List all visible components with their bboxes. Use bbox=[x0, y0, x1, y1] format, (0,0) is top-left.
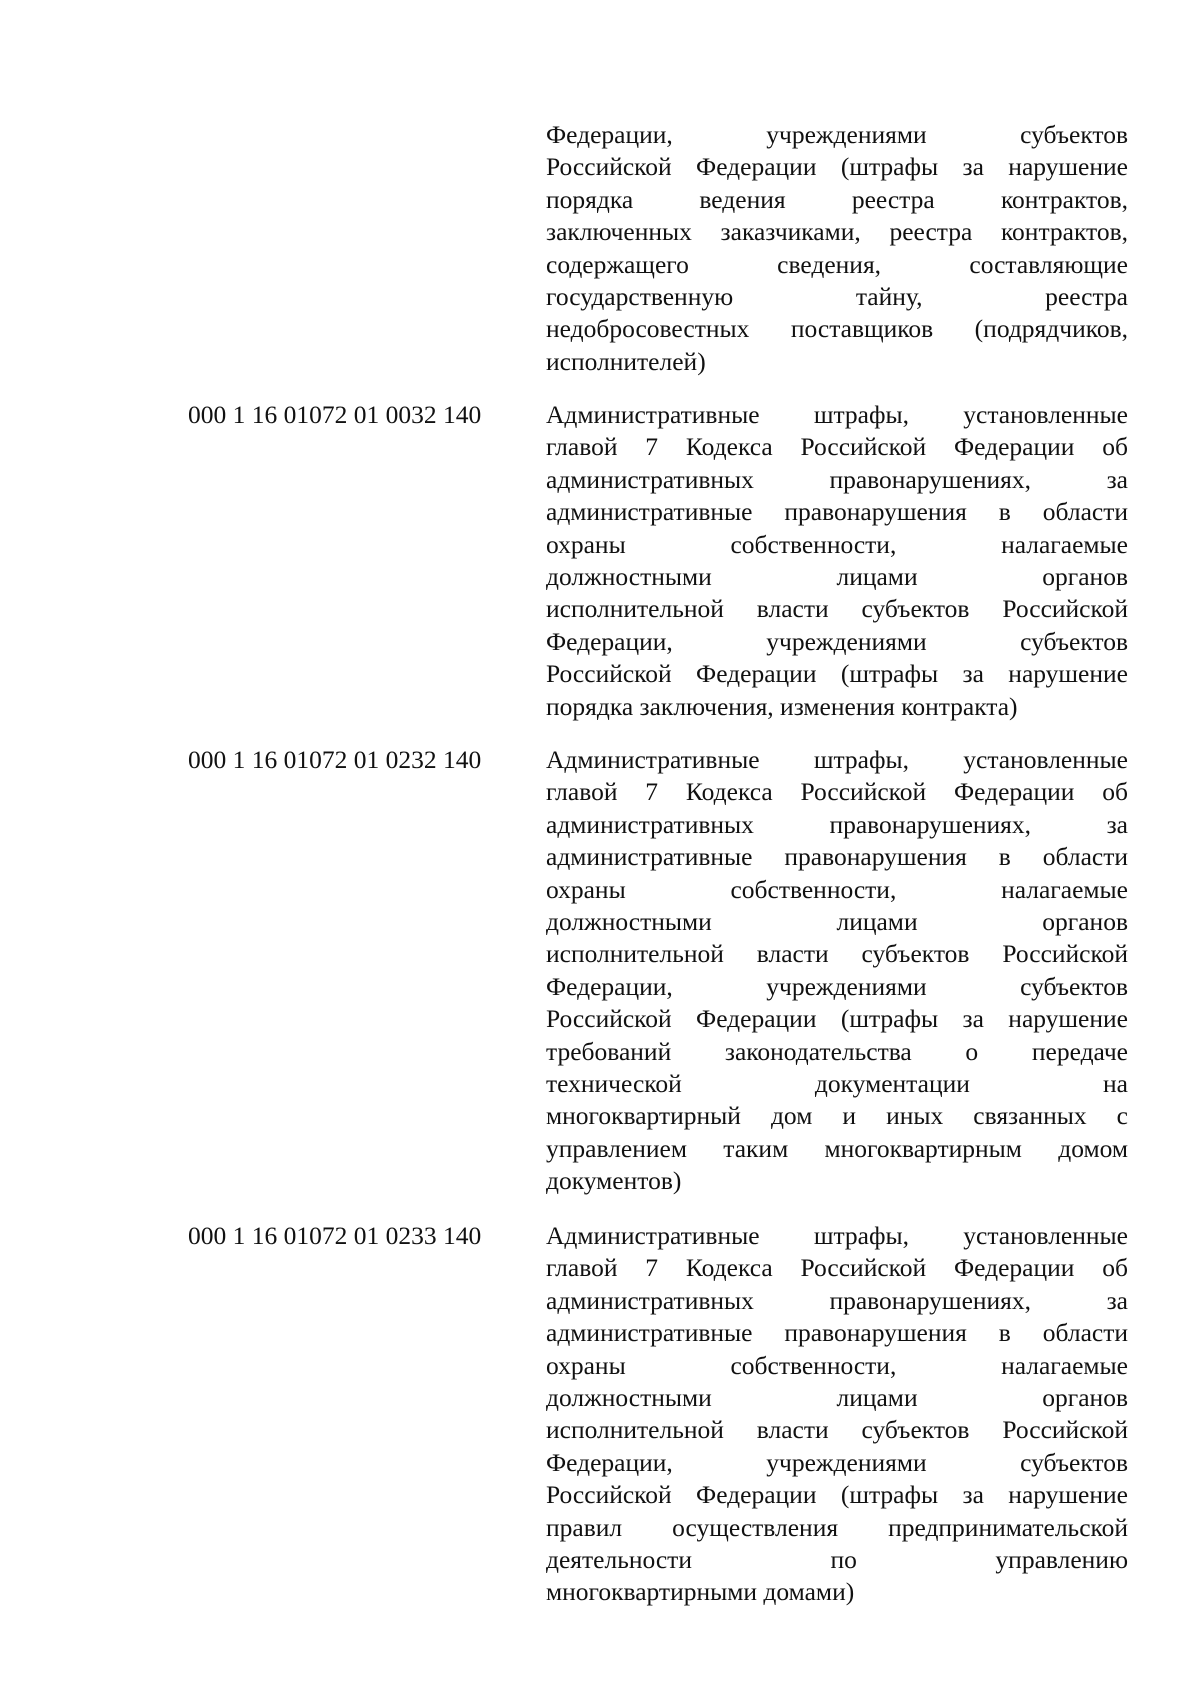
entry-description bbox=[546, 1220, 1128, 1609]
description-line: должностными лицами органов bbox=[546, 561, 1128, 591]
description-line: содержащего сведения, составляющие bbox=[546, 249, 1128, 279]
description-line: административные правонарушения в области bbox=[546, 1318, 1128, 1348]
description-line: исполнительной власти субъектов Российской bbox=[546, 594, 1128, 624]
description-line: деятельности по управлению bbox=[546, 1544, 1128, 1574]
description-line: порядка ведения реестра контрактов, bbox=[546, 184, 1128, 214]
description-line: управлением таким многоквартирным домом bbox=[546, 1133, 1128, 1163]
entry-description bbox=[546, 399, 1128, 723]
description-line: должностными лицами органов bbox=[546, 906, 1128, 936]
description-line: охраны собственности, налагаемые bbox=[546, 1350, 1128, 1380]
description-line: государственную тайну, реестра bbox=[546, 281, 1128, 311]
description-line: главой 7 Кодекса Российской Федерации об bbox=[546, 1253, 1128, 1283]
description-line: исполнительной власти субъектов Российской bbox=[546, 1415, 1128, 1445]
description-line: документов) bbox=[546, 1166, 682, 1196]
description-line: Российской Федерации (штрафы за нарушение bbox=[546, 659, 1128, 689]
description-line: главой 7 Кодекса Российской Федерации об bbox=[546, 777, 1128, 807]
description-line: должностными лицами органов bbox=[546, 1382, 1128, 1412]
description-line: многоквартирными домами) bbox=[546, 1577, 855, 1607]
description-line: Административные штрафы, установленные bbox=[546, 745, 1128, 774]
description-line: заключенных заказчиками, реестра контрактов, bbox=[546, 217, 1128, 247]
description-line: Федерации, учреждениями субъектов bbox=[546, 626, 1128, 656]
description-line: главой 7 Кодекса Российской Федерации об bbox=[546, 432, 1128, 462]
description-line: административных правонарушениях, за bbox=[546, 809, 1128, 839]
budget-code: 000 1 16 01072 01 0232 140 bbox=[188, 745, 482, 774]
description-line: Административные штрафы, установленные bbox=[546, 400, 1128, 429]
description-line: недобросовестных поставщиков (подрядчиков, bbox=[546, 314, 1128, 344]
description-line: исполнительной власти субъектов Российской bbox=[546, 939, 1128, 969]
entry-description bbox=[546, 119, 1128, 378]
description-line: охраны собственности, налагаемые bbox=[546, 874, 1128, 904]
description-line: требований законодательства о передаче bbox=[546, 1036, 1128, 1066]
description-line: административных правонарушениях, за bbox=[546, 1285, 1128, 1315]
description-line: Федерации, учреждениями субъектов bbox=[546, 1447, 1128, 1477]
description-line: административные правонарушения в области bbox=[546, 497, 1128, 527]
description-line: административных правонарушениях, за bbox=[546, 464, 1128, 494]
description-line: Административные штрафы, установленные bbox=[546, 1221, 1128, 1250]
entry-description bbox=[546, 744, 1128, 1197]
description-line: порядка заключения, изменения контракта) bbox=[546, 691, 1018, 721]
description-line: охраны собственности, налагаемые bbox=[546, 529, 1128, 559]
budget-code: 000 1 16 01072 01 0233 140 bbox=[188, 1221, 482, 1250]
budget-code: 000 1 16 01072 01 0032 140 bbox=[188, 400, 482, 429]
description-line: Федерации, учреждениями субъектов bbox=[546, 120, 1128, 149]
description-line: Российской Федерации (штрафы за нарушение bbox=[546, 1004, 1128, 1034]
description-line: Российской Федерации (штрафы за нарушение bbox=[546, 1480, 1128, 1510]
description-line: Федерации, учреждениями субъектов bbox=[546, 971, 1128, 1001]
description-line: технической документации на bbox=[546, 1068, 1128, 1098]
description-line: исполнителей) bbox=[546, 346, 706, 376]
description-line: административные правонарушения в области bbox=[546, 842, 1128, 872]
description-line: многоквартирный дом и иных связанных с bbox=[546, 1101, 1128, 1131]
description-line: Российской Федерации (штрафы за нарушение bbox=[546, 152, 1128, 182]
description-line: правил осуществления предпринимательской bbox=[546, 1512, 1128, 1542]
